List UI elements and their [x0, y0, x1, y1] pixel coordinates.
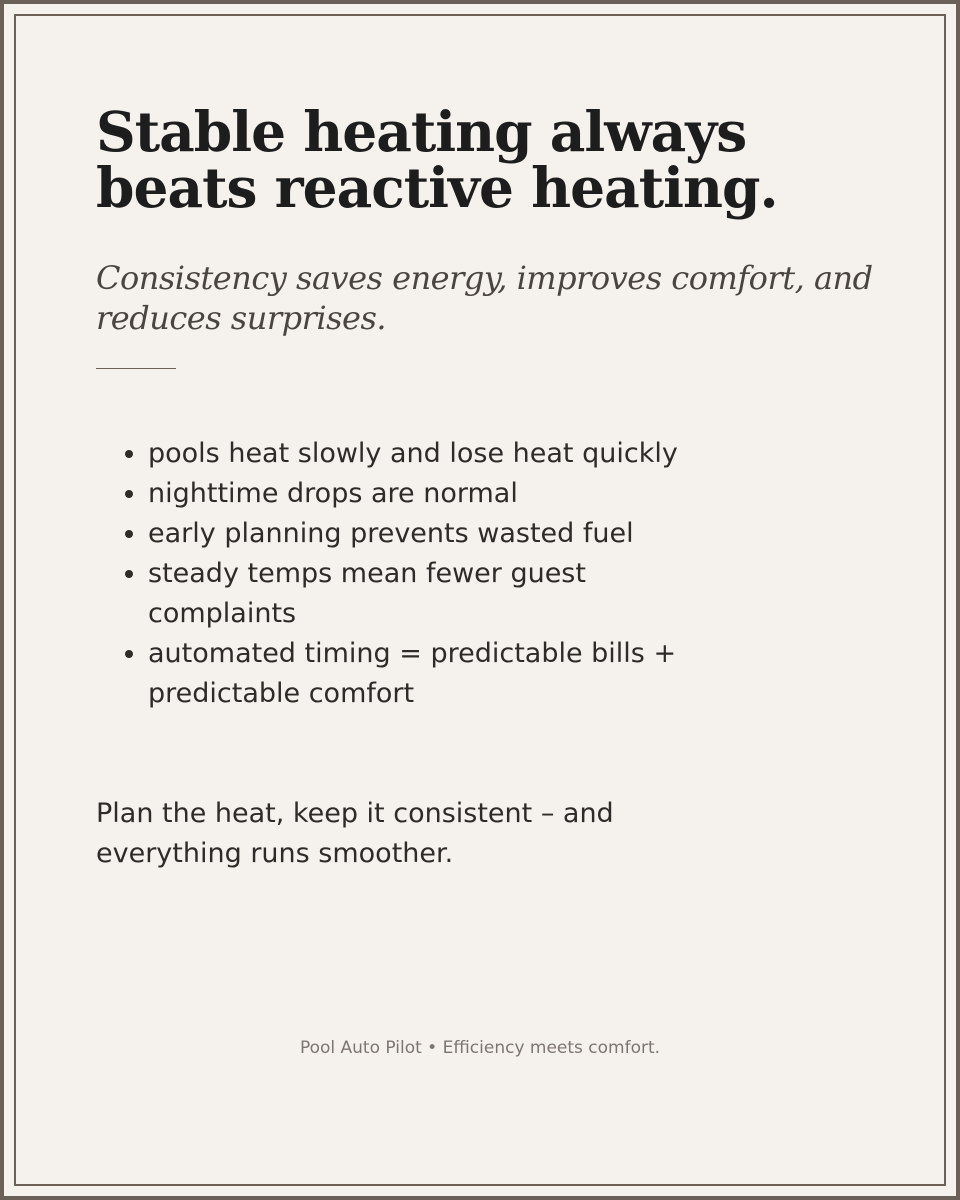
footer-tagline: Pool Auto Pilot • Efficiency meets comfort. — [299, 1038, 661, 1058]
list-item: • early planning prevents wasted fuel — [148, 514, 708, 554]
closing-text: Plan the heat, keep it consistent – and everything runs smoother. — [96, 798, 614, 869]
list-item: • pools heat slowly and lose heat quickly — [148, 434, 708, 474]
list-item: • nighttime drops are normal — [148, 474, 708, 514]
list-item: • automated timing = predictable bills + predictable comfort — [148, 634, 708, 714]
list-item: • steady temps mean fewer guest complaints — [148, 554, 708, 634]
divider — [96, 368, 176, 369]
page-title: Stable heating always beats reactive heating. — [96, 99, 778, 220]
subtitle: Consistency saves energy, improves comfort, and reduces surprises. — [96, 259, 873, 337]
bullet-list — [110, 434, 708, 714]
